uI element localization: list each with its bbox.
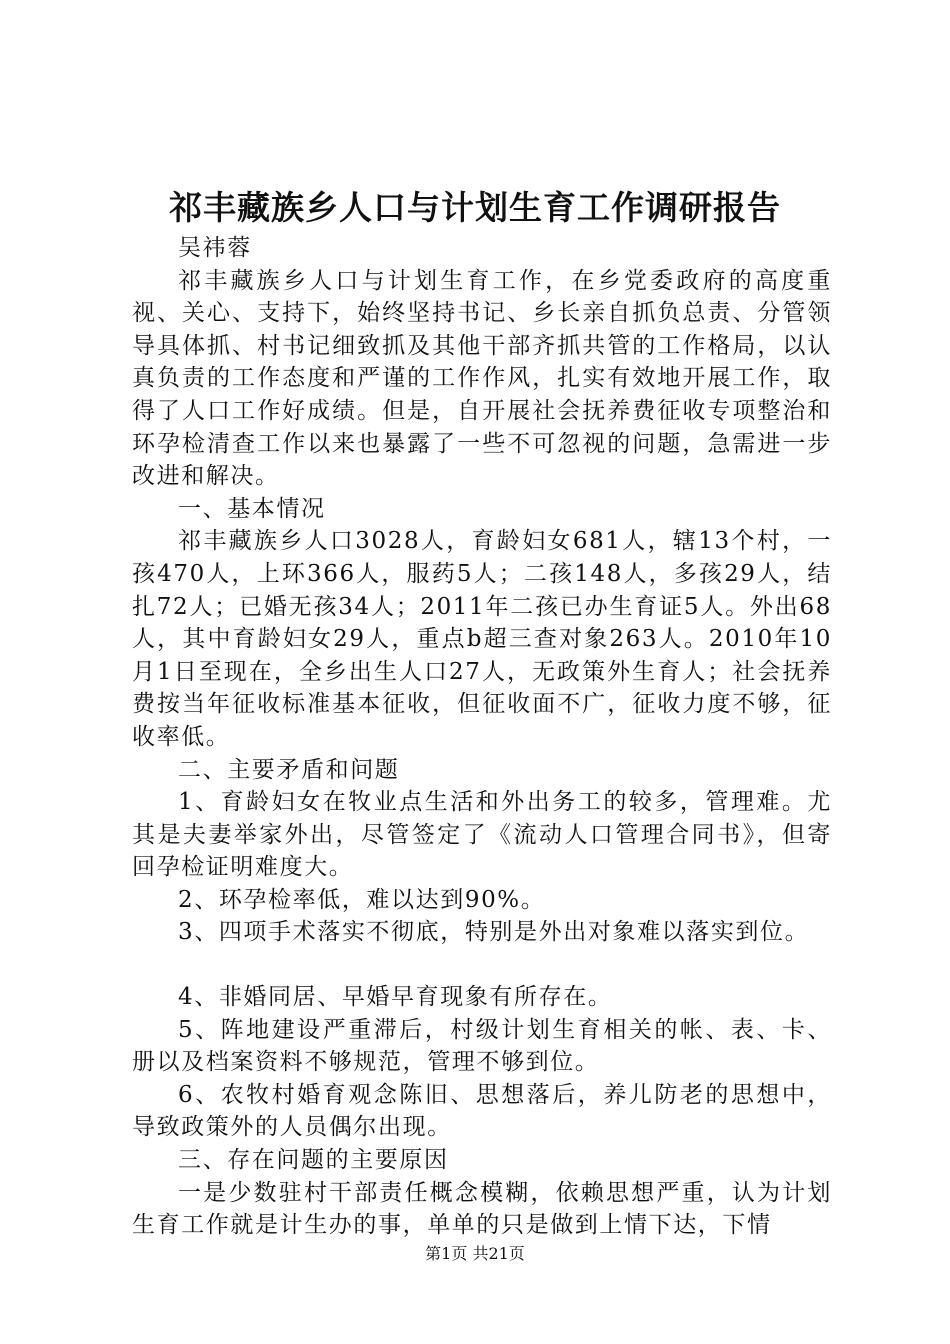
- section-heading-causes: 三、存在问题的主要原因: [178, 1147, 449, 1174]
- list-item-problem-3: 3、四项手术落实不彻底，特别是外出对象难以落实到位。: [178, 919, 810, 946]
- list-item-problem-2: 2、环孕检率低，难以达到90%。: [178, 886, 546, 913]
- paragraph-intro: 祁丰藏族乡人口与计划生育工作，在乡党委政府的高度重视、关心、支持下，始终坚持书记、乡长亲自抓负总责、分管领导具体抓、村书记细致抓及其他干部齐抓共管的工作格局，以认真负责的工作态度和严谨的工作作风，扎实有效地开展工作，取得了人口工作好成绩。但是，自开展社会抚养费征收专项整治和环孕检清查工作以来也暴露了一些不可忽视的问题，急需进一步改进和解决。: [132, 267, 832, 490]
- document-body: [132, 232, 832, 1242]
- section-heading-basic: 一、基本情况: [178, 495, 326, 522]
- section-heading-problems: 二、主要矛盾和问题: [178, 756, 400, 783]
- document-title: 祁丰藏族乡人口与计划生育工作调研报告: [169, 188, 781, 227]
- paragraph-basic-info: 祁丰藏族乡人口3028人，育龄妇女681人，辖13个村，一孩470人，上环366人，服药5人；二孩148人，多孩29人，结扎72人；已婚无孩34人；2011年二孩已办生育证5人。外出68人，其中育龄妇女29人，重点b超三查对象263人。2010年10月1日至现在，全乡出生人口27人，无政策外生育人；社会抚养费按当年征收标准基本征收，但征收面不广，征收力度不够，征收率低。: [132, 528, 832, 750]
- list-item-problem-6: 6、农牧村婚育观念陈旧、思想落后，养儿防老的思想中，导致政策外的人员偶尔出现。: [132, 1081, 832, 1141]
- list-item-problem-4: 4、非婚同居、早婚早育现象有所存在。: [178, 984, 613, 1011]
- list-item-problem-1: 1、育龄妇女在牧业点生活和外出务工的较多，管理难。尤其是夫妻举家外出，尽管签定了《流动人口管理合同书》，但寄回孕检证明难度大。: [132, 789, 832, 881]
- paragraph-cause-1: 一是少数驻村干部责任概念模糊，依赖思想严重，认为计划生育工作就是计生办的事，单单的只是做到上情下达，下情: [132, 1179, 832, 1239]
- author-name: 吴祎蓉: [178, 235, 252, 261]
- page-number-footer: 第1页 共21页: [425, 1244, 525, 1263]
- list-item-problem-5: 5、阵地建设严重滞后，村级计划生育相关的帐、表、卡、册以及档案资料不够规范，管理不够到位。: [132, 1016, 832, 1076]
